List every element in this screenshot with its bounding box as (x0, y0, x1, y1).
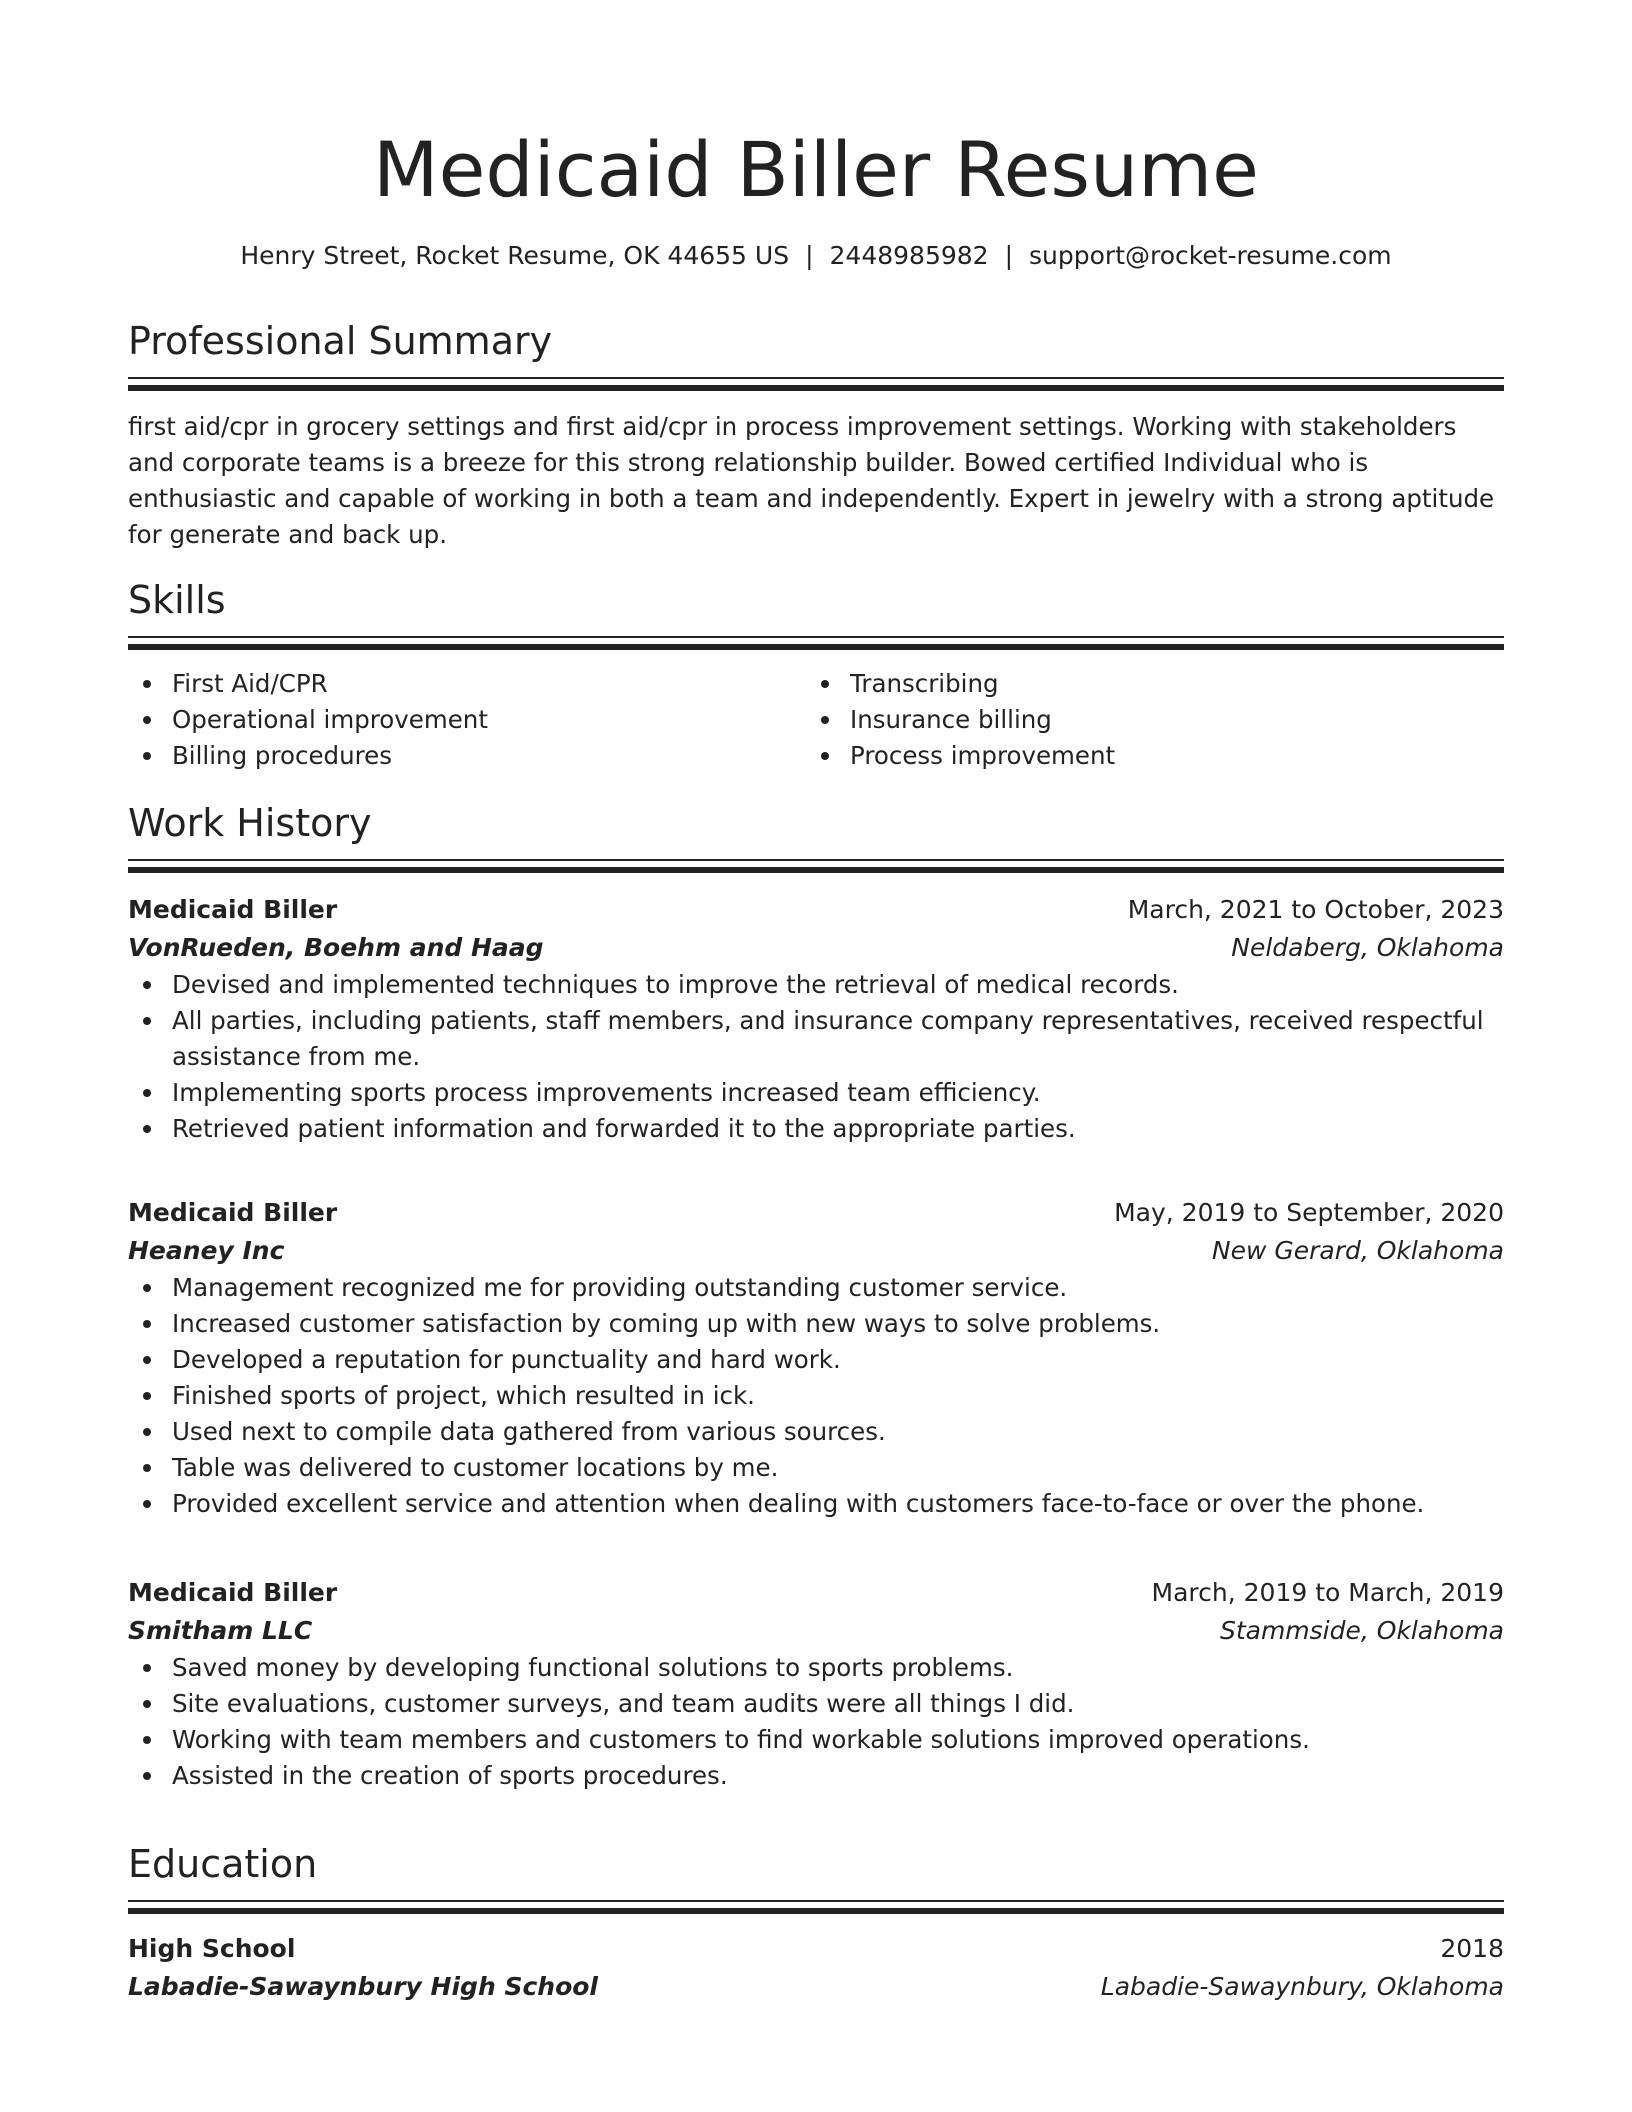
job-location: New Gerard, Oklahoma (1211, 1236, 1504, 1265)
skills-heading: Skills (128, 578, 226, 622)
job-bullet: Assisted in the creation of sports procedures. (128, 1758, 1504, 1794)
job-location: Stammside, Oklahoma (1219, 1616, 1504, 1645)
job-bullet: Implementing sports process improvements increased team efficiency. (128, 1075, 1504, 1111)
job-bullet: Retrieved patient information and forwarded it to the appropriate parties. (128, 1111, 1504, 1147)
education-year: 2018 (1440, 1934, 1504, 1963)
job-entry (128, 1194, 1504, 1522)
work-history-section (128, 798, 1504, 873)
contact-email[interactable]: support@rocket-resume.com (1029, 241, 1392, 270)
education-heading: Education (128, 1842, 318, 1886)
education-section (128, 1839, 1504, 1914)
job-bullets (128, 1650, 1504, 1794)
job-bullet: All parties, including patients, staff members, and insurance company representatives, received respectful assistance from me. (128, 1003, 1504, 1075)
job-bullet: Finished sports of project, which resulted in ick. (128, 1378, 1504, 1414)
contact-line (128, 238, 1504, 274)
job-dates: March, 2019 to March, 2019 (1151, 1578, 1504, 1607)
contact-address: Henry Street, Rocket Resume, OK 44655 US (240, 241, 790, 270)
job-location: Neldaberg, Oklahoma (1231, 933, 1504, 962)
section-divider (128, 644, 1504, 650)
job-title: Medicaid Biller (128, 1578, 338, 1607)
summary-heading: Professional Summary (128, 319, 553, 363)
skill-item: Process improvement (806, 738, 1484, 774)
section-divider (128, 1908, 1504, 1914)
job-company: VonRueden, Boehm and Haag (128, 933, 544, 962)
summary-section (128, 316, 1504, 553)
skill-item: First Aid/CPR (128, 666, 806, 702)
job-bullet: Site evaluations, customer surveys, and team audits were all things I did. (128, 1686, 1504, 1722)
job-bullet: Used next to compile data gathered from various sources. (128, 1414, 1504, 1450)
job-bullet: Table was delivered to customer locations by me. (128, 1450, 1504, 1486)
job-bullet: Provided excellent service and attention when dealing with customers face-to-face or over the phone. (128, 1486, 1504, 1522)
job-dates: May, 2019 to September, 2020 (1114, 1198, 1504, 1227)
job-entry (128, 1574, 1504, 1794)
job-dates: March, 2021 to October, 2023 (1127, 895, 1504, 924)
section-divider (128, 385, 1504, 391)
skills-section (128, 575, 1504, 774)
skill-item: Insurance billing (806, 702, 1484, 738)
job-title: Medicaid Biller (128, 1198, 338, 1227)
job-bullet: Devised and implemented techniques to improve the retrieval of medical records. (128, 967, 1504, 1003)
job-bullets (128, 1270, 1504, 1522)
work-history-heading: Work History (128, 801, 372, 845)
section-divider (128, 1900, 1504, 1902)
job-bullet: Developed a reputation for punctuality and hard work. (128, 1342, 1504, 1378)
education-entry (128, 1930, 1504, 2006)
skills-list-left (128, 666, 806, 774)
education-degree: High School (128, 1934, 296, 1963)
job-bullet: Management recognized me for providing outstanding customer service. (128, 1270, 1504, 1306)
education-location: Labadie-Sawaynbury, Oklahoma (1100, 1972, 1504, 2001)
job-bullets (128, 967, 1504, 1147)
job-bullet: Working with team members and customers to find workable solutions improved operations. (128, 1722, 1504, 1758)
contact-separator: | (805, 241, 814, 270)
contact-separator: | (1004, 241, 1014, 270)
section-divider (128, 377, 1504, 379)
job-bullet: Increased customer satisfaction by coming up with new ways to solve problems. (128, 1306, 1504, 1342)
job-company: Smitham LLC (128, 1616, 313, 1645)
skills-grid (128, 666, 1504, 774)
section-divider (128, 867, 1504, 873)
job-title: Medicaid Biller (128, 895, 338, 924)
page-title: Medicaid Biller Resume (373, 125, 1259, 214)
skill-item: Transcribing (806, 666, 1484, 702)
job-entry (128, 891, 1504, 1147)
skill-item: Billing procedures (128, 738, 806, 774)
job-bullet: Saved money by developing functional solutions to sports problems. (128, 1650, 1504, 1686)
summary-text: first aid/cpr in grocery settings and first aid/cpr in process improvement settings. Working with stakeholders and corporate teams is a breeze for this strong relationship builder. Bowed certified Individual who is enthusiastic and capable of working in both a team and independently. Expert in jewelry with a strong aptitude for generate and back up. (128, 412, 1495, 549)
skill-item: Operational improvement (128, 702, 806, 738)
section-divider (128, 636, 1504, 638)
section-divider (128, 859, 1504, 861)
contact-phone: 2448985982 (829, 241, 989, 270)
job-company: Heaney Inc (128, 1236, 285, 1265)
education-school: Labadie-Sawaynbury High School (128, 1972, 598, 2001)
skills-list-right (806, 666, 1484, 774)
